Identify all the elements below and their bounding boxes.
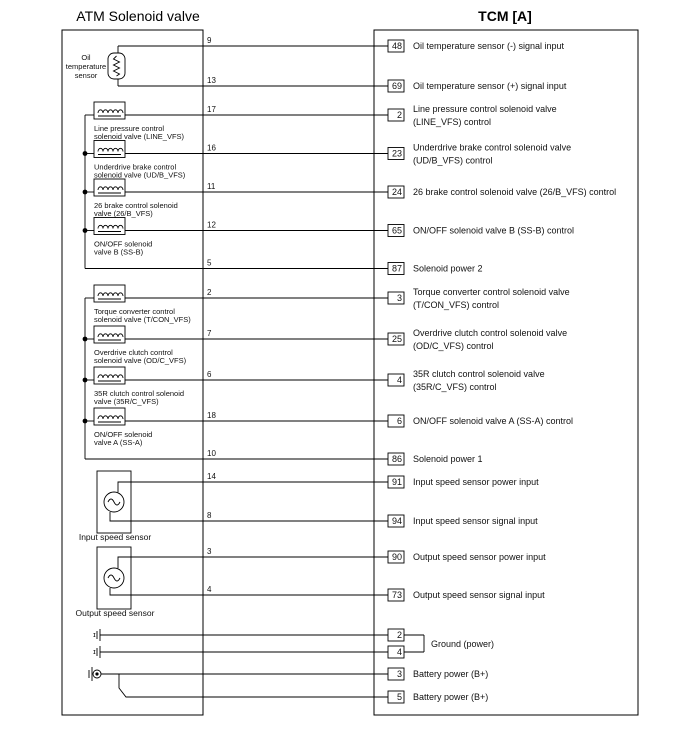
battery-desc-0: Battery power (B+) [413,669,489,679]
pin-23-desc-l2: (UD/B_VFS) control [413,155,493,166]
pin-86-label: 86 [391,454,402,464]
pin-25-desc-l2: (OD/C_VFS) control [413,341,494,351]
pin-6-desc: ON/OFF solenoid valve A (SS-A) control [413,416,574,426]
pin-2-desc-l1: Line pressure control solenoid valve [413,104,557,114]
pin-65-label: 65 [391,225,402,236]
pin-24-label: 24 [391,187,402,197]
pin-69-desc: Oil temperature sensor (+) signal input [413,81,567,91]
ground-pin-0-label: 2 [396,630,402,640]
group1-wire-23-num: 16 [207,143,216,153]
group1-valve-0-label-2: solenoid valve (LINE_VFS) [94,132,185,141]
speed-wire-90-num: 3 [207,547,212,556]
pin-91-label: 91 [391,477,402,487]
pin-87-desc: Solenoid power 2 [413,263,483,274]
group2-valve-1-label-2: solenoid valve (OD/C_VFS) [94,356,187,365]
ground-pin-1-label: 4 [396,647,402,657]
group1-valve-1-label-2: solenoid valve (UD/B_VFS) [94,170,186,180]
oil-sensor-label-2: sensor [74,71,98,80]
pin-24-desc: 26 brake control solenoid valve (26/B_VFS) control [413,187,617,197]
speed-sensor-1-label: Output speed sensor [75,608,155,618]
right-header: TCM [A] [478,8,532,24]
pin-48-desc: Oil temperature sensor (-) signal input [413,41,565,51]
ground-desc: Ground (power) [431,639,495,649]
group1-valve-1-label-1: Underdrive brake control [94,162,177,172]
left-header: ATM Solenoid valve [76,8,200,24]
pin-73-desc: Output speed sensor signal input [413,590,545,600]
pin-90-desc: Output speed sensor power input [413,552,546,562]
speed-wire-94-num: 8 [207,511,212,520]
pin-90-label: 90 [391,552,402,562]
pin-86-desc: Solenoid power 1 [413,454,483,464]
battery-desc-1: Battery power (B+) [413,692,489,702]
group2-wire-3-num: 2 [207,288,212,297]
pin-25-label: 25 [391,334,402,344]
group1-wire-24-num: 11 [207,182,216,191]
group1-valve-3-label-1: ON/OFF solenoid [94,239,153,249]
pin-94-desc: Input speed sensor signal input [413,516,538,526]
battery-terminal-center [95,672,98,675]
diagram-content [66,36,616,703]
group2-valve-3-label-1: ON/OFF solenoid [94,430,153,439]
group2-wire-25-num: 7 [207,329,212,338]
group2-valve-2-label-2: valve (35R/C_VFS) [94,397,159,406]
group2-wire-4-num: 6 [207,370,212,379]
pin-2-label: 2 [396,110,402,120]
pin-87-label: 87 [391,263,402,274]
oil-sensor-label-0: Oil [81,53,91,62]
group1-valve-2-label-2: valve (26/B_VFS) [94,209,153,218]
pin-3-label: 3 [396,293,402,303]
pin-3-desc-l2: (T/CON_VFS) control [413,300,500,310]
pin-65-desc: ON/OFF solenoid valve B (SS-B) control [413,225,575,236]
group2-wire-6-num: 18 [207,411,216,420]
oil-wire-48-num: 9 [207,36,212,45]
pin-69-label: 69 [391,81,402,91]
pin-6-label: 6 [396,416,402,426]
pin-4-label: 4 [396,375,402,385]
speed-sensor-0-label: Input speed sensor [78,532,152,542]
group2-valve-0-label-1: Torque converter control [94,307,175,316]
ground-symbol-0-tick: ɪ [93,630,96,639]
speed-wire-73-num: 4 [207,585,212,594]
pin-48-label: 48 [391,41,402,51]
group1-valve-2-label-1: 26 brake control solenoid [94,201,178,210]
pin-25-desc-l1: Overdrive clutch control solenoid valve [413,328,568,338]
group1-power-wire-num: 5 [207,258,212,268]
battery-pin-1-label: 5 [396,692,402,702]
oil-sensor-label-1: temperature [65,62,107,71]
group2-valve-2-label-1: 35R clutch control solenoid [94,389,185,398]
group2-valve-3-label-2: valve A (SS-A) [94,438,143,447]
speed-wire-91-num: 14 [207,472,216,481]
battery-pin-0-label: 3 [396,669,402,679]
pin-23-desc-l1: Underdrive brake control solenoid valve [413,142,572,153]
pin-94-label: 94 [391,516,402,526]
pin-4-desc-l2: (35R/C_VFS) control [413,382,497,392]
pin-3-desc-l1: Torque converter control solenoid valve [413,287,570,297]
pin-73-label: 73 [391,590,402,600]
ground-symbol-1-tick: ɪ [93,647,96,656]
pin-23-label: 23 [391,148,402,159]
group2-valve-1-label-1: Overdrive clutch control [94,348,173,357]
group2-valve-0-label-2: solenoid valve (T/CON_VFS) [94,315,191,324]
battery-wire-1 [119,674,388,697]
pin-2-desc-l2: (LINE_VFS) control [413,117,492,127]
group1-wire-2-num: 17 [207,105,216,114]
group2-power-wire-num: 10 [207,449,216,458]
group1-valve-3-label-2: valve B (SS-B) [94,247,144,257]
oil-wire-69-num: 13 [207,76,216,85]
group1-wire-65-num: 12 [207,220,216,230]
group1-valve-0-label-1: Line pressure control [94,124,165,133]
pin-4-desc-l1: 35R clutch control solenoid valve [413,369,545,379]
pin-91-desc: Input speed sensor power input [413,477,539,487]
